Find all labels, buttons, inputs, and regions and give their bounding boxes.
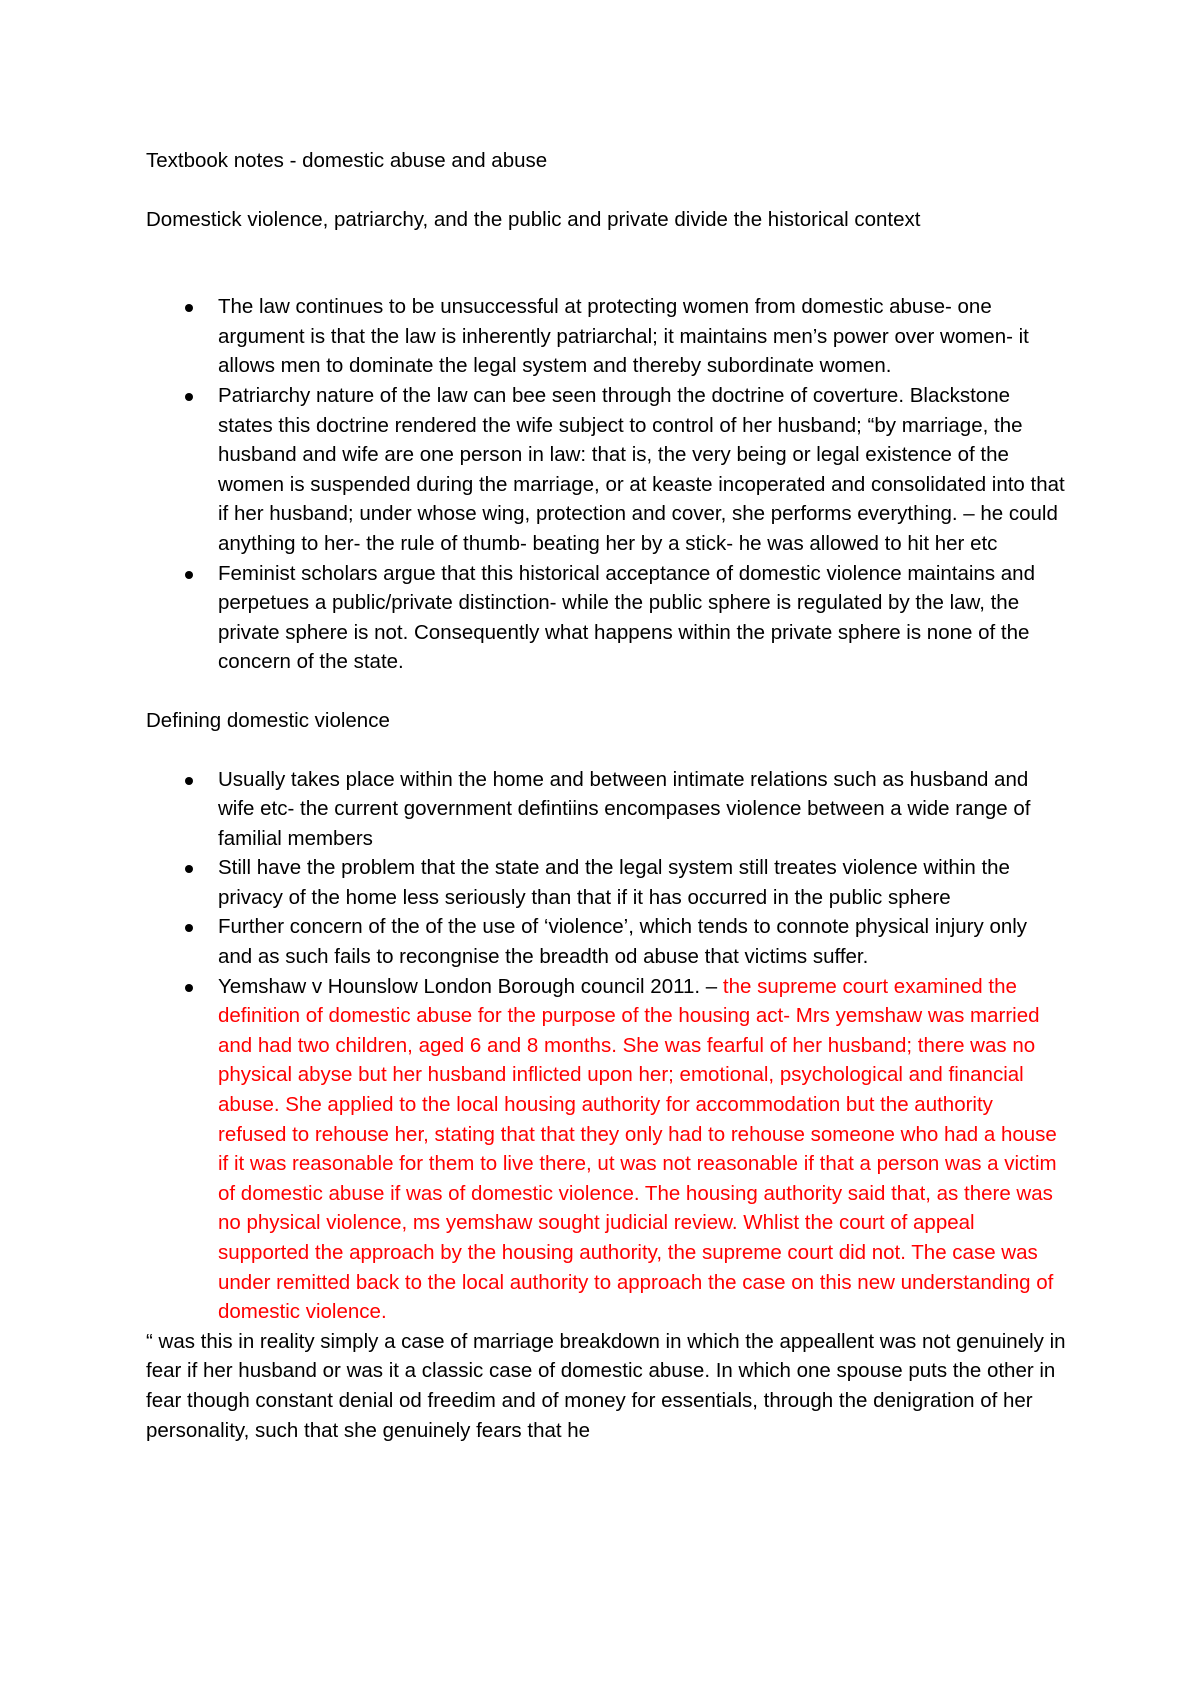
document-title: Textbook notes - domestic abuse and abuse [146,149,548,172]
list-item-text: The law continues to be unsuccessful at protecting women from domestic abuse- one argument is that the law is inherently patriarchal; it maintains men’s power over women- it allows men to dominate the legal system and thereby subordinate women. [218,295,1029,378]
bullet-icon [185,393,193,401]
list-item [146,912,1066,971]
list-item-text: Usually takes place within the home and between intimate relations such as husband and wife etc- the current government defintiins encompases violence between a wide range of familial members [218,767,1031,850]
list-item [146,292,1066,381]
list-item-text: Patriarchy nature of the law can bee seen through the doctrine of coverture. Blackstone states this doctrine rendered the wife subject to control of her husband; “by marriage, the husband and wife are one person in law: that is, the very being or legal existence of the women is suspended during the marriage, or at keaste incoperated and consolidated into that if her husband; under whose wing, protection and cover, she performs everything. – he could anything to her- the rule of thumb- beating her by a stick- he was allowed to hit her etc [218,383,1065,555]
list-item [146,559,1066,677]
case-citation-text: Yemshaw v Hounslow London Borough council 2011. – [218,974,723,998]
bullet-list-defining-domestic-violence [146,765,1066,1327]
bullet-icon [185,984,193,992]
bullet-icon [185,304,193,312]
list-item [146,765,1066,854]
list-item-text: Further concern of the of the use of ‘violence’, which tends to connote physical injury only and as such fails to recongnise the breadth od abuse that victims suffer. [218,915,1028,969]
list-item [146,381,1066,559]
bullet-icon [185,865,193,873]
list-item-case-yemshaw [146,972,1066,1327]
list-item-text: Still have the problem that the state and the legal system still treates violence within the privacy of the home less seriously than that if it has occurred in the public sphere [218,856,1010,909]
list-item-text: Feminist scholars argue that this historical acceptance of domestic violence maintains and perpetues a public/private distinction- while the public sphere is regulated by the law, the private sphere is not. Consequently what happens within the private sphere is none of the concern of the state. [218,561,1035,674]
list-item [146,853,1066,912]
bullet-list-historical-context [146,292,1066,677]
bullet-icon [185,571,193,579]
section-heading-defining-domestic-violence: Defining domestic violence [146,708,390,732]
section-heading-historical-context: Domestick violence, patriarchy, and the public and private divide the historical context [146,207,921,231]
document-body [146,146,1066,1445]
bullet-icon [185,777,193,785]
bullet-icon [185,924,193,932]
quote-paragraph: “ was this in reality simply a case of marriage breakdown in which the appeallent was not genuinely in fear if her husband or was it a classic case of domestic abuse. In which one spouse puts the other in fear though constant denial od freedim and of money for essentials, through the denigration of her personality, such that she genuinely fears that he [146,1329,1066,1442]
case-summary-red-text: the supreme court examined the definition of domestic abuse for the purpose of the housing act- Mrs yemshaw was married and had two children, aged 6 and 8 months. She was fearful of her husband; there was no physical abyse but her husband inflicted upon her; emotional, psychological and financial abuse. She applied to the local housing authority for accommodation but the authority refused to rehouse her, stating that that they only had to rehouse someone who had a house if it was reasonable for them to live there, ut was not reasonable if that a person was a victim of domestic abuse if was of domestic violence. The housing authority said that, as there was no physical violence, ms yemshaw sought judicial review. Whlist the court of appeal supported the approach by the housing authority, the supreme court did not. The case was under remitted back to the local authority to approach the case on this new understanding of domestic violence. [218,974,1057,1324]
